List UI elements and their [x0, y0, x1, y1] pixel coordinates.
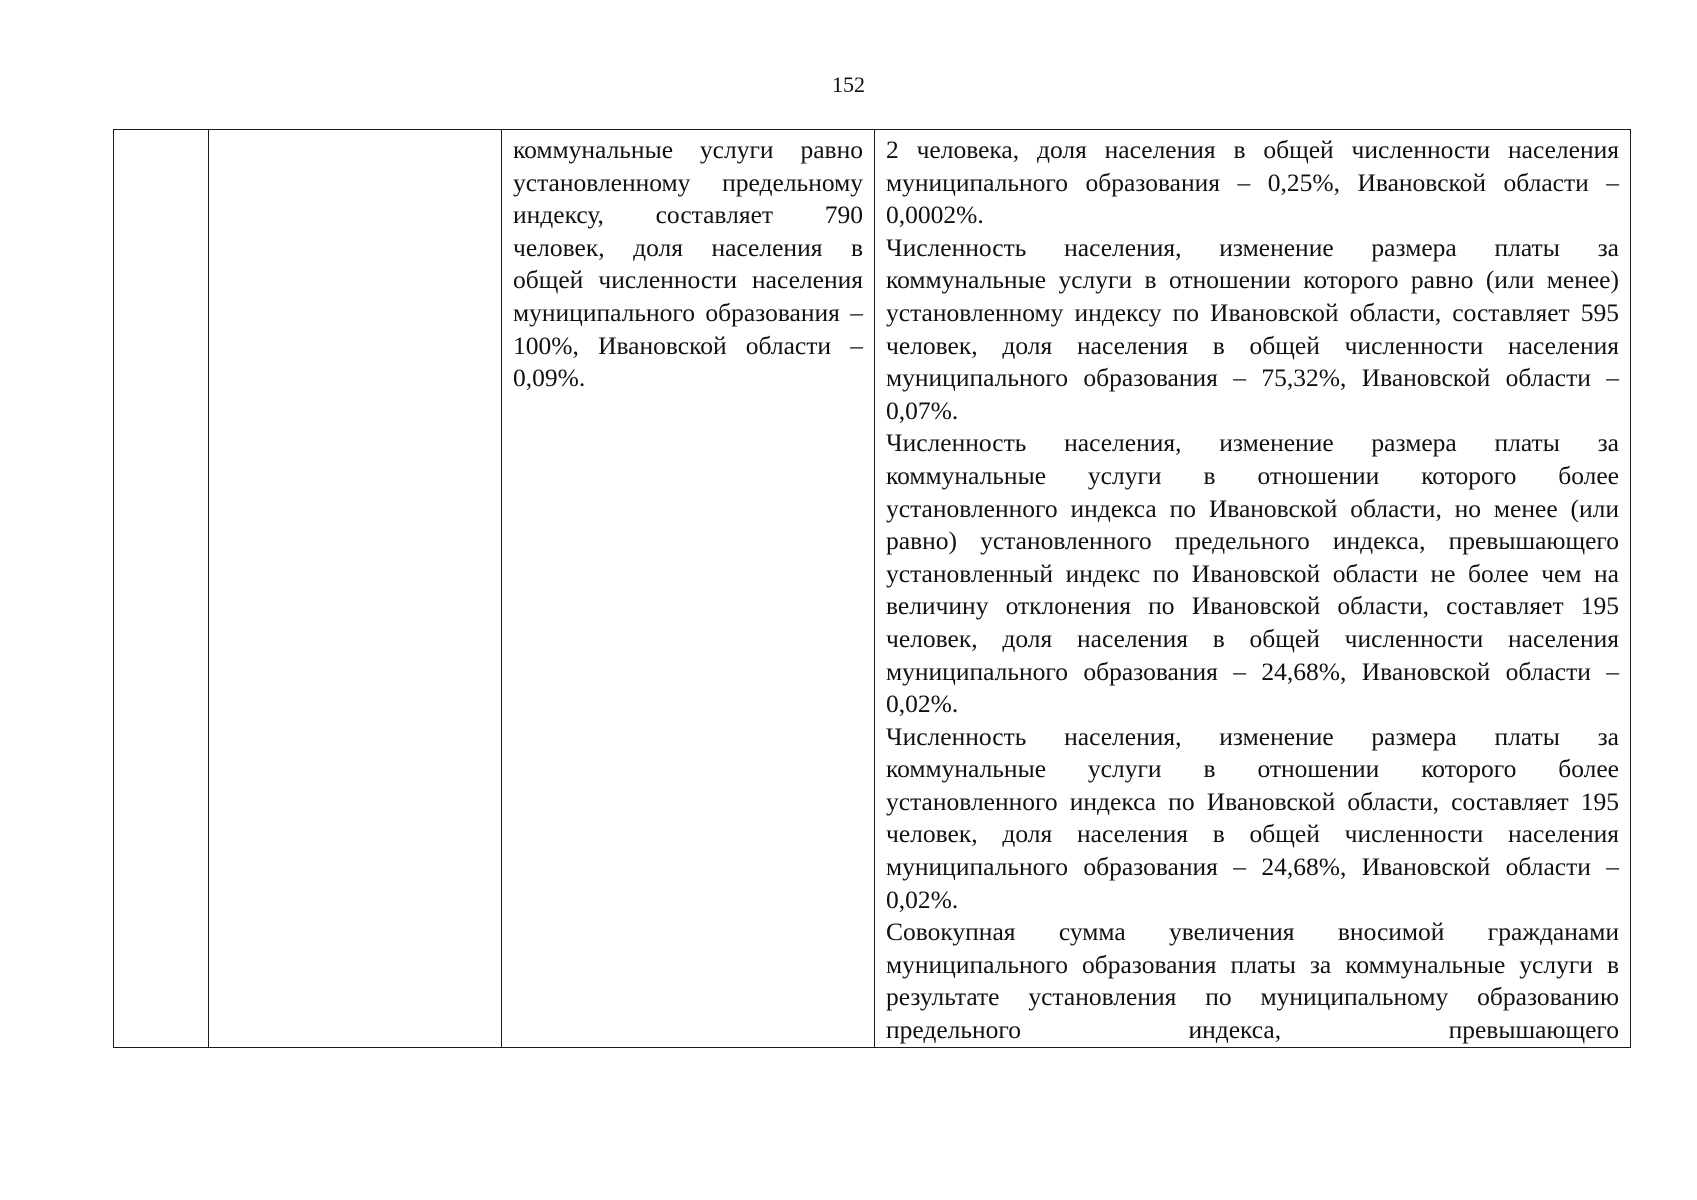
table-row	[114, 130, 1631, 1048]
col4-paragraph-3: Численность населения, изменение размера платы за коммунальные услуги в отношении которого более установленного индекса по Ивановской области, но менее (или равно) установленного предельного индекса, превышающего установленный индекс по Ивановской области не более чем на величину отклонения по Ивановской области, составляет 195 человек, доля населения в общей численности населения муниципального образования – 24,68%, Ивановской области – 0,02%.	[886, 428, 1619, 719]
col4-paragraph-1: 2 человека, доля населения в общей численности населения муниципального образования – 0,25%, Ивановской области – 0,0002%.	[886, 135, 1619, 230]
col4-paragraph-5: Совокупная сумма увеличения вносимой гражданами муниципального образования платы за коммунальные услуги в результате установления по муниципальному образованию предельного индекса, превышающего	[886, 917, 1619, 1045]
col4-paragraph-2: Численность населения, изменение размера платы за коммунальные услуги в отношении которого равно (или менее) установленному индексу по Ивановской области, составляет 595 человек, доля населения в общей численности населения муниципального образования – 75,32%, Ивановской области – 0,07%.	[886, 232, 1619, 425]
table-cell-col1	[114, 130, 209, 1048]
table-cell-col4	[875, 130, 1631, 1048]
col3-paragraph: коммунальные услуги равно установленному предельному индексу, составляет 790 человек, доля населения в общей численности населения муниципального образования – 100%, Ивановской области – 0,09%.	[513, 135, 863, 393]
page-number: 152	[832, 72, 865, 97]
col4-paragraph-4: Численность населения, изменение размера платы за коммунальные услуги в отношении которого более установленного индекса по Ивановской области, составляет 195 человек, доля населения в общей численности населения муниципального образования – 24,68%, Ивановской области – 0,02%.	[886, 721, 1619, 914]
content-table	[113, 129, 1631, 1048]
table-cell-col3	[502, 130, 875, 1048]
table-cell-col2	[209, 130, 502, 1048]
